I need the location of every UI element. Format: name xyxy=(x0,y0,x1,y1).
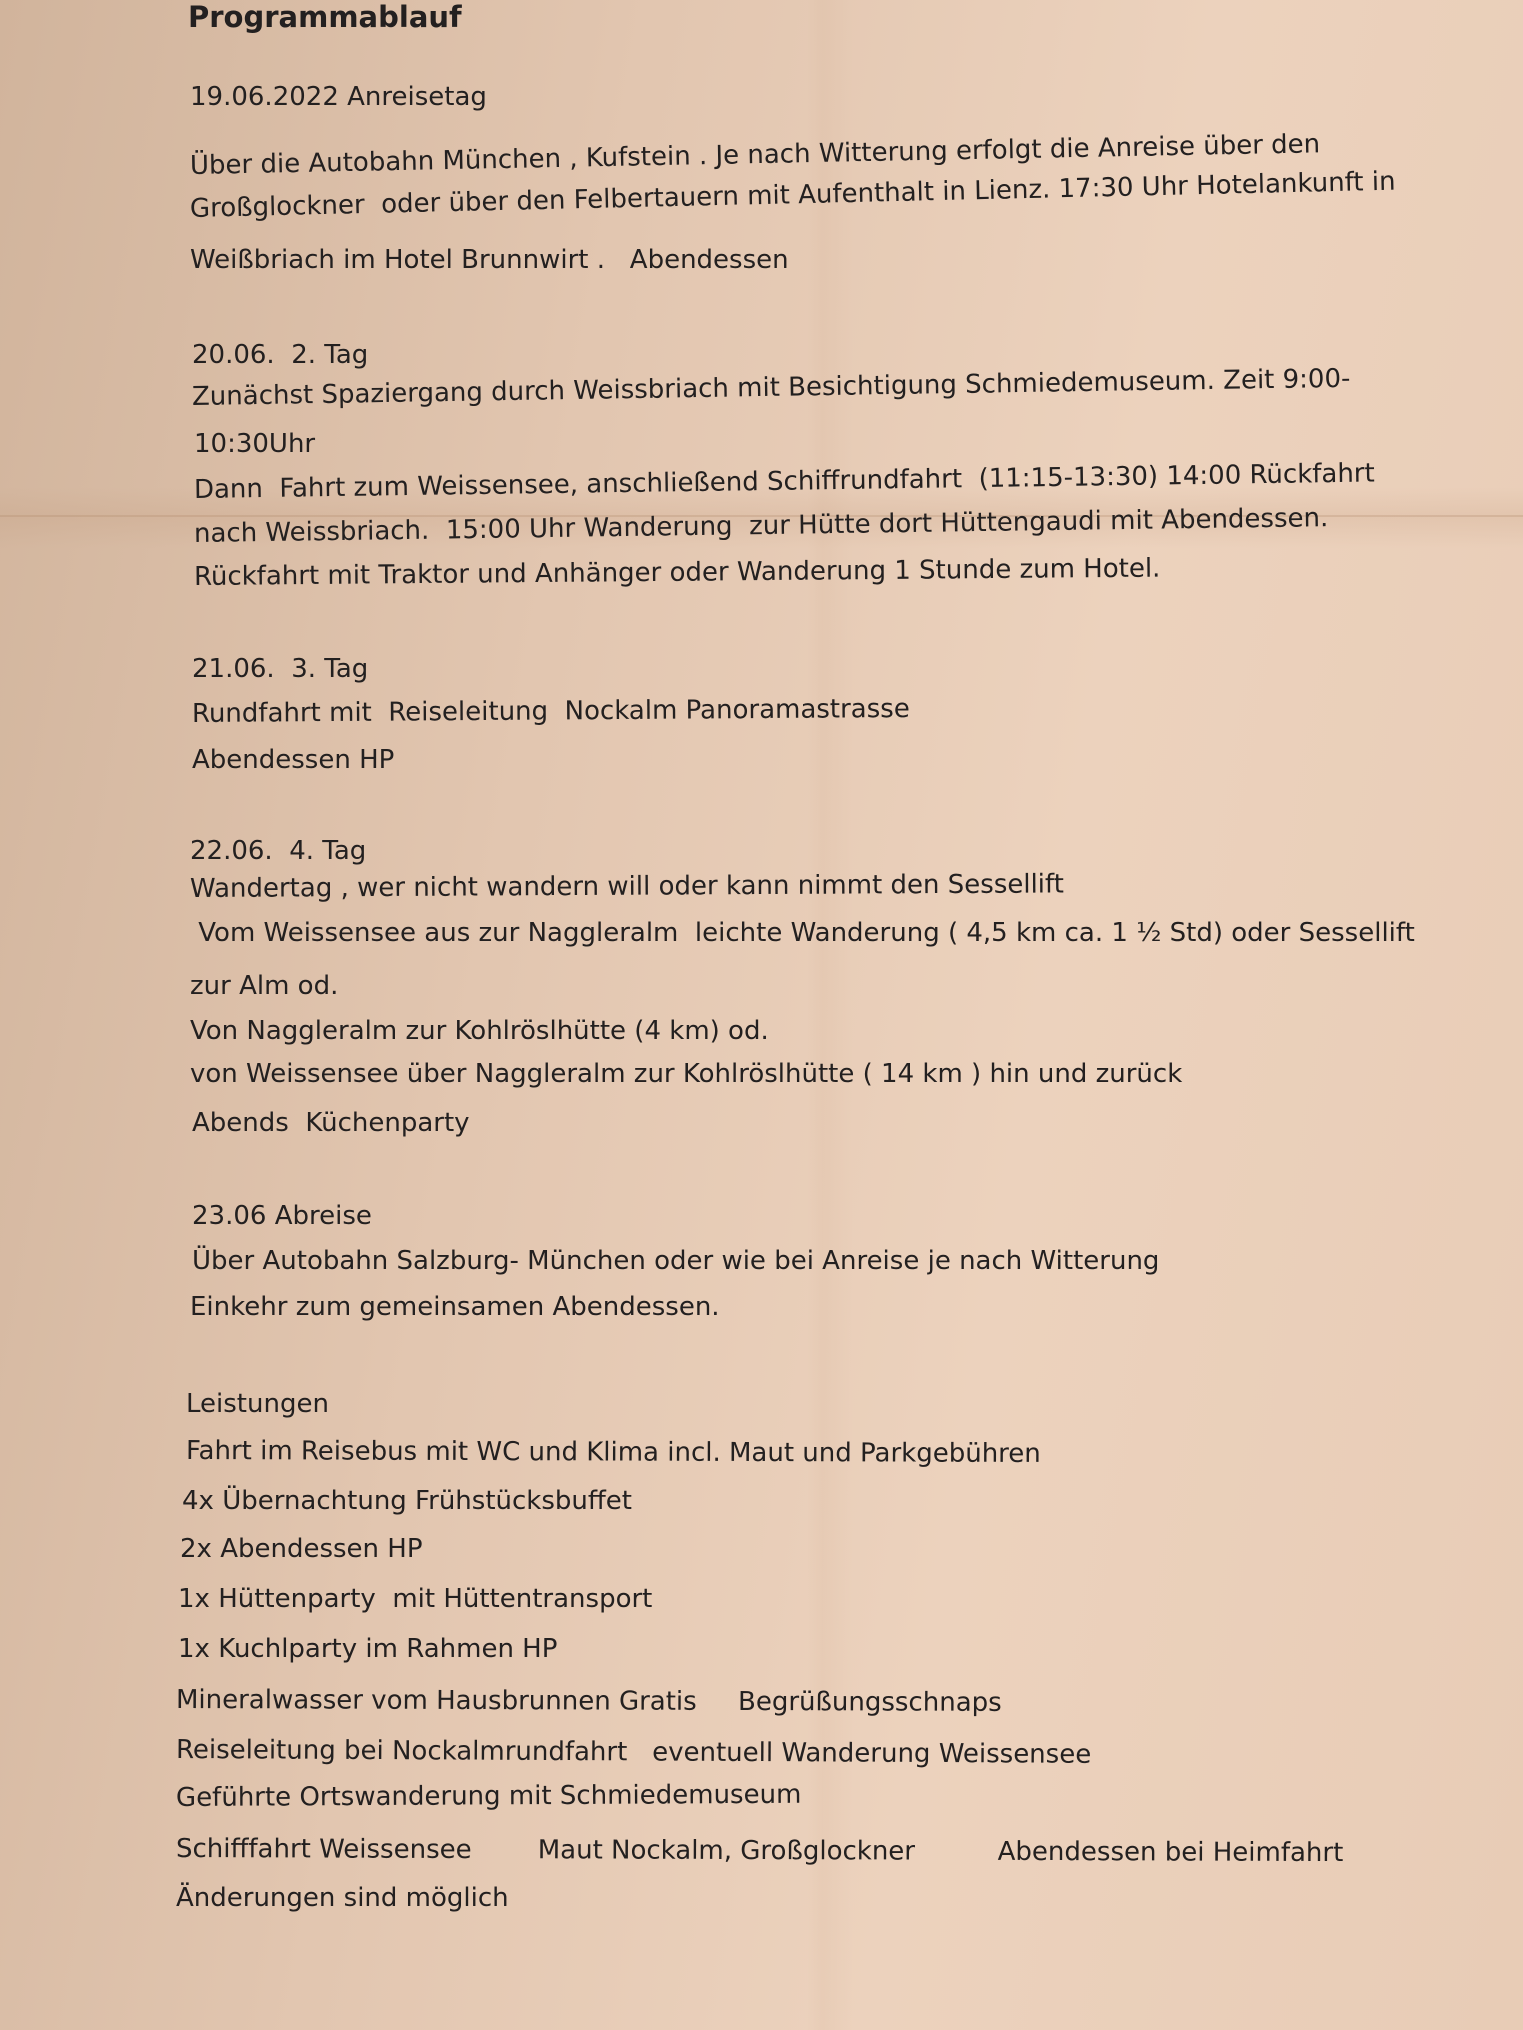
day-text-line: Vom Weissensee aus zur Naggleralm leichte Wanderung ( 4,5 km ca. 1 ½ Std) oder Sessellift xyxy=(190,918,1415,948)
service-item: 2x Abendessen HP xyxy=(180,1534,423,1564)
day-text-line: zur Alm od. xyxy=(190,971,339,1001)
day-text-line: Dann Fahrt zum Weissensee, anschließend Schiffrundfahrt (11:15-13:30) 14:00 Rückfahrt xyxy=(193,458,1375,505)
day-text-line: Rückfahrt mit Traktor und Anhänger oder Wanderung 1 Stunde zum Hotel. xyxy=(193,553,1161,592)
day-heading: 19.06.2022 Anreisetag xyxy=(190,82,487,112)
service-item: Mineralwasser vom Hausbrunnen Gratis Begrüßungsschnaps xyxy=(175,1685,1002,1718)
day-text-line: Über die Autobahn München , Kufstein . Je nach Witterung erfolgt die Anreise über den xyxy=(189,129,1321,181)
day-heading: 20.06. 2. Tag xyxy=(192,340,369,370)
service-item: Geführte Ortswanderung mit Schmiedemuseum xyxy=(175,1779,802,1813)
day-text-line: nach Weissbriach. 15:00 Uhr Wanderung zur Hütte dort Hüttengaudi mit Abendessen. xyxy=(193,503,1329,549)
day-text-line: Über Autobahn Salzburg- München oder wie bei Anreise je nach Witterung xyxy=(192,1246,1160,1276)
service-item: 1x Kuchlparty im Rahmen HP xyxy=(178,1634,558,1664)
day-text-line: Zunächst Spaziergang durch Weissbriach mit Besichtigung Schmiedemuseum. Zeit 9:00- xyxy=(191,363,1351,412)
day-heading: 22.06. 4. Tag xyxy=(190,836,367,866)
service-item: Änderungen sind möglich xyxy=(176,1883,509,1913)
day-text-line: 10:30Uhr xyxy=(194,429,316,459)
services-heading: Leistungen xyxy=(186,1389,329,1419)
service-item: Schifffahrt Weissensee Maut Nockalm, Großglockner Abendessen bei Heimfahrt xyxy=(175,1834,1344,1869)
day-text-line: von Weissensee über Naggleralm zur Kohlröslhütte ( 14 km ) hin und zurück xyxy=(190,1059,1183,1089)
day-text-line: Großglockner oder über den Felbertauern mit Aufenthalt in Lienz. 17:30 Uhr Hotelankunft in xyxy=(189,166,1396,224)
service-item: 4x Übernachtung Frühstücksbuffet xyxy=(182,1486,632,1516)
day-text-line: Einkehr zum gemeinsamen Abendessen. xyxy=(190,1292,720,1322)
day-heading: 21.06. 3. Tag xyxy=(192,654,369,684)
day-text-line: Weißbriach im Hotel Brunnwirt . Abendessen xyxy=(190,245,789,275)
service-item: Fahrt im Reisebus mit WC und Klima incl. Maut und Parkgebühren xyxy=(185,1436,1041,1469)
day-text-line: Abendessen HP xyxy=(192,745,395,775)
day-text-line: Wandertag , wer nicht wandern will oder kann nimmt den Sessellift xyxy=(189,869,1064,904)
day-text-line: Rundfahrt mit Reiseleitung Nockalm Panoramastrasse xyxy=(191,693,910,729)
service-item: Reiseleitung bei Nockalmrundfahrt eventuell Wanderung Weissensee xyxy=(175,1735,1092,1770)
day-text-line: Von Naggleralm zur Kohlröslhütte (4 km) od. xyxy=(190,1016,769,1046)
day-text-line: Abends Küchenparty xyxy=(192,1108,470,1138)
day-heading: 23.06 Abreise xyxy=(192,1201,372,1231)
service-item: 1x Hüttenparty mit Hüttentransport xyxy=(178,1584,653,1614)
page-title: Programmablauf xyxy=(188,0,462,34)
